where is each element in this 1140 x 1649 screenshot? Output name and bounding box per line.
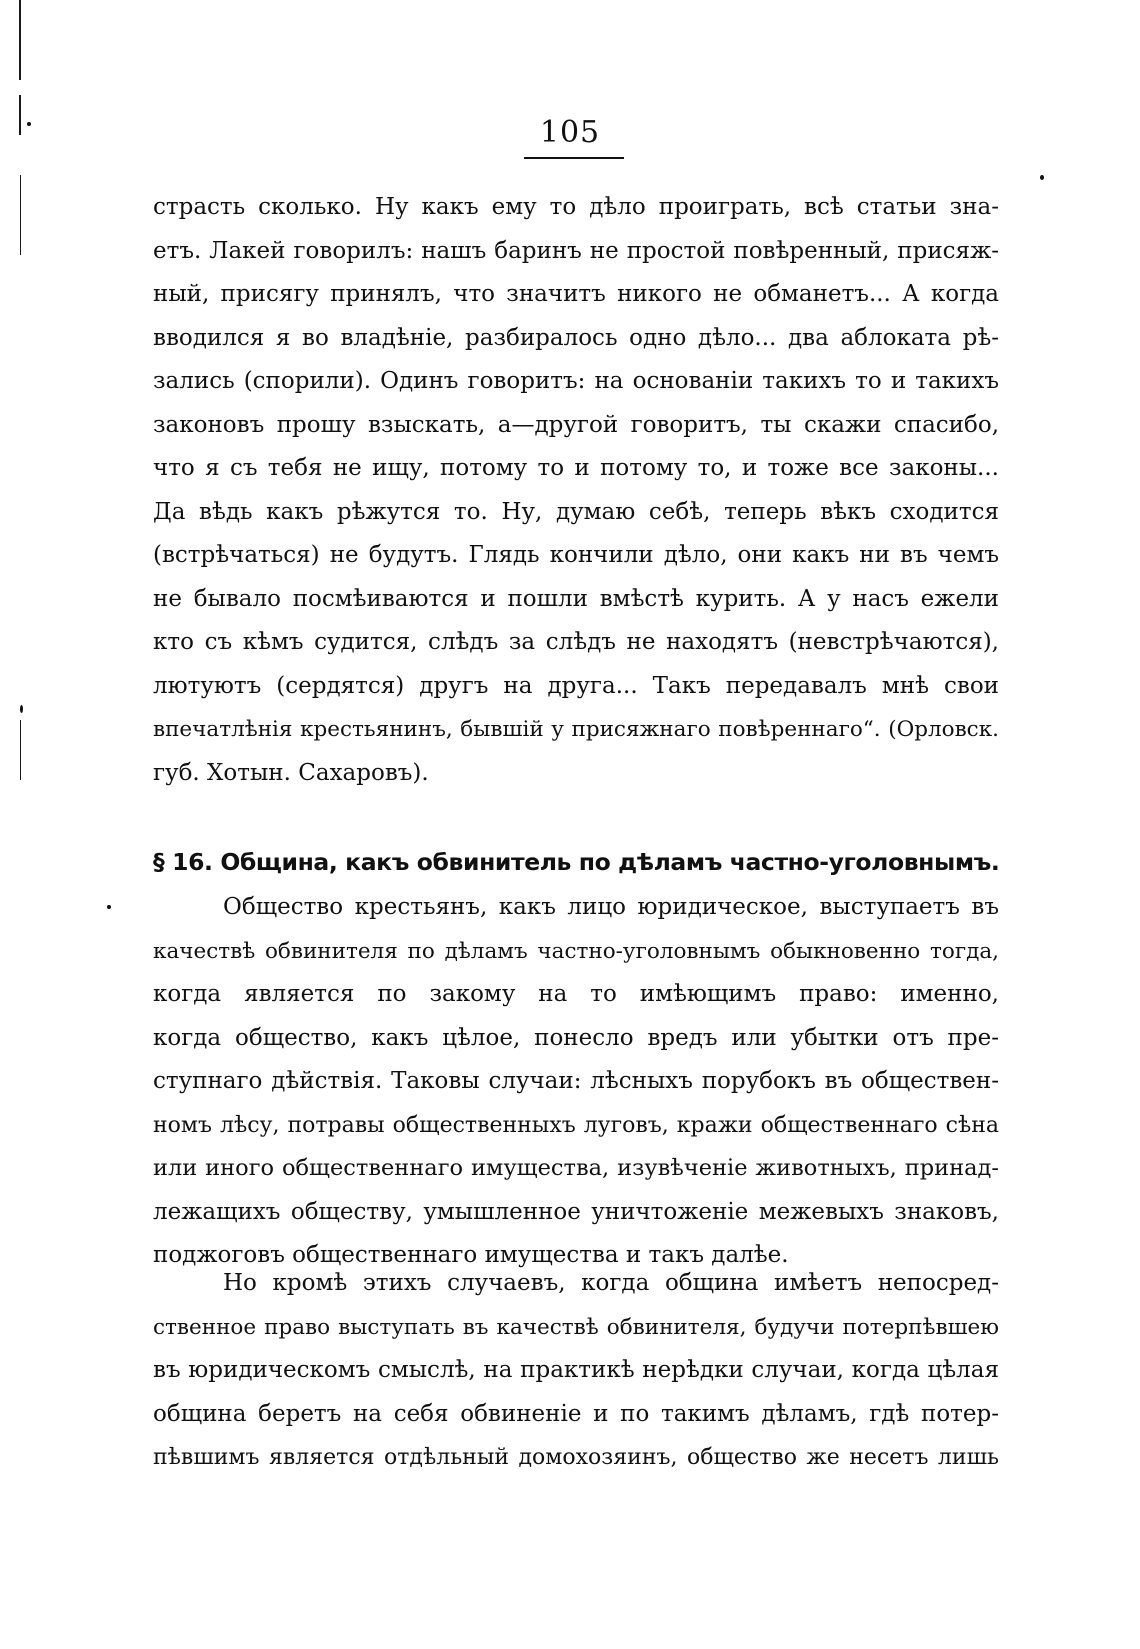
page-number: 105 bbox=[539, 115, 601, 150]
scan-gutter-line bbox=[20, 175, 21, 255]
text-line: когда является по закому на то имѣющимъ право: именно, bbox=[153, 981, 999, 1007]
text-line: ственное право выступать въ качествѣ обвинителя, будучи потерпѣвшею bbox=[153, 1314, 999, 1340]
section-heading: § 16. Община, какъ обвинитель по дѣламъ частно-уголовнымъ. bbox=[153, 848, 1000, 876]
section-paragraph-2 bbox=[153, 1262, 999, 1480]
text-line: лютуютъ (сердятся) другъ на друга... Такъ передавалъ мнѣ свои bbox=[153, 672, 999, 699]
text-line: (встрѣчаться) не будутъ. Глядь кончили дѣло, они какъ ни въ чемъ bbox=[153, 542, 999, 568]
text-line: законовъ прошу взыскать, а—другой говоритъ, ты скажи спасибо, bbox=[153, 411, 999, 438]
scan-speck bbox=[107, 905, 111, 909]
text-line: ступнаго дѣйствія. Таковы случаи: лѣсныхъ порубокъ въ обществен- bbox=[153, 1068, 999, 1094]
text-line: номъ лѣсу, потравы общественныхъ луговъ, кражи общественнаго сѣна bbox=[153, 1112, 999, 1138]
text-line: въ юридическомъ смыслѣ, на практикѣ нерѣдки случаи, когда цѣлая bbox=[153, 1357, 999, 1383]
text-line: ный, присягу принялъ, что значитъ никого не обманетъ... А когда bbox=[153, 281, 999, 307]
text-line: страсть сколько. Ну какъ ему то дѣло проиграть, всѣ статьи зна- bbox=[153, 194, 999, 220]
continued-paragraph bbox=[153, 186, 999, 795]
text-line: община беретъ на себя обвиненіе и по такимъ дѣламъ, гдѣ потер- bbox=[153, 1400, 999, 1427]
text-line: поджоговъ общественнаго имущества и такъ далѣе. bbox=[153, 1242, 789, 1268]
scan-speck bbox=[1040, 175, 1044, 180]
text-line: зались (спорили). Одинъ говоритъ: на основаніи такихъ то и такихъ bbox=[153, 368, 999, 394]
text-line: пѣвшимъ является отдѣльный домохозяинъ, общество же несетъ лишь bbox=[153, 1445, 999, 1470]
text-line: или иного общественнаго имущества, изувѣченіе животныхъ, принад- bbox=[153, 1155, 999, 1181]
text-line: Общество крестьянъ, какъ лицо юридическое, выступаетъ въ bbox=[223, 894, 999, 920]
scan-speck bbox=[20, 705, 23, 713]
text-line: не бывало посмѣиваются и пошли вмѣстѣ курить. А у насъ ежели bbox=[153, 585, 999, 612]
section-paragraph-1 bbox=[153, 886, 999, 1278]
text-line: етъ. Лакей говорилъ: нашъ баринъ не простой повѣренный, присяж- bbox=[153, 237, 999, 264]
text-line: губ. Хотын. Сахаровъ). bbox=[153, 759, 429, 786]
text-line: когда общество, какъ цѣлое, понесло вредъ или убытки отъ пре- bbox=[153, 1024, 999, 1051]
text-line: качествѣ обвинителя по дѣламъ частно-уголовнымъ обыкновенно тогда, bbox=[153, 938, 999, 964]
text-line: Но кромѣ этихъ случаевъ, когда община имѣетъ непосред- bbox=[223, 1270, 999, 1296]
text-line: впечатлѣнія крестьянинъ, бывшій у присяжнаго повѣреннаго“. (Орловск. bbox=[153, 717, 999, 742]
text-line: кто съ кѣмъ судится, слѣдъ за слѣдъ не находятъ (невстрѣчаются), bbox=[153, 629, 999, 655]
text-line: вводился я во владѣніе, разбиралось одно дѣло... два аблоката рѣ- bbox=[153, 324, 999, 351]
scan-gutter-line bbox=[19, 0, 21, 80]
page-number-rule bbox=[524, 157, 624, 159]
text-line: Да вѣдь какъ рѣжутся то. Ну, думаю себѣ, теперь вѣкъ сходится bbox=[153, 498, 999, 525]
scan-gutter-line bbox=[20, 720, 21, 780]
text-line: что я съ тебя не ищу, потому то и потому то, и тоже все законы... bbox=[153, 455, 999, 481]
text-line: лежащихъ обществу, умышленное уничтоженіе межевыхъ знаковъ, bbox=[153, 1198, 999, 1225]
